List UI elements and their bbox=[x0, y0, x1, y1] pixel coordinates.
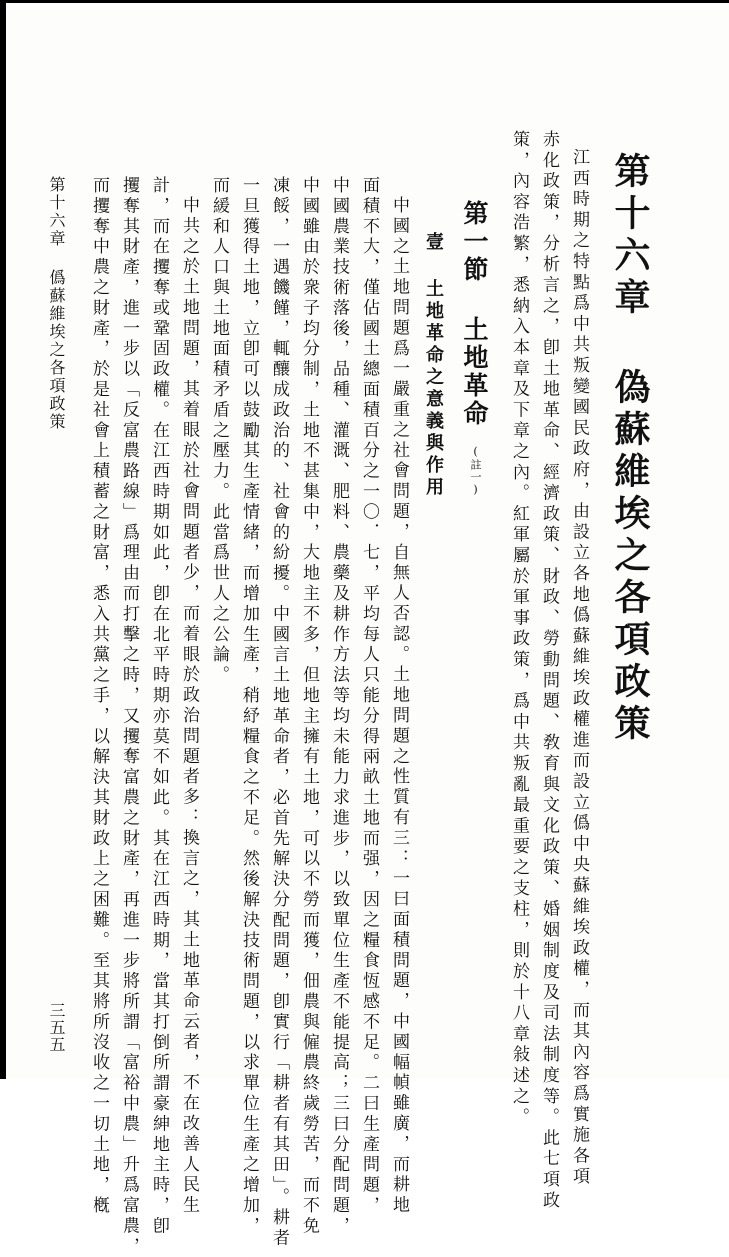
body-column-6: 一旦獲得土地，立卽可以鼓勵其生產情緒，而增加生產，稍紓糧食之不足。然後解決技術問題，以求單位生產之增加， bbox=[239, 176, 259, 1237]
body-column-10: 攫奪其財產，進一步以「反富農路線」爲理由而打擊之時，又攫奪富農之財產，再進一步將所謂「富裕中農」升爲富農， bbox=[119, 176, 139, 1257]
body-column-11: 而攫奪中農之財產，於是社會上積蓄之財富，悉入共黨之手，以解決其財政上之困難。至其將所沒收之一切土地，槪 bbox=[89, 176, 109, 1217]
body-column-3: 中國農業技術落後，品種、灌溉、肥料、農藥及耕作方法等均未能力求進步，以致單位生產不能提高；三曰分配問題， bbox=[329, 176, 349, 1237]
body-column-9: 計，而在攫奪或鞏固政權。在江西時期如此，卽在北平時期亦莫不如此。其在江西時期，當其打倒所謂豪紳地主時，卽 bbox=[149, 176, 169, 1237]
scan-border-top bbox=[0, 0, 729, 3]
scan-border-left bbox=[0, 0, 6, 1079]
page-number: 三五五 bbox=[47, 1002, 66, 1053]
intro-line-3: 策，內容浩繁，悉納入本章及下章之內。紅軍屬於軍事政策，爲中共叛亂最重要之支柱，則於十八章敍述之。 bbox=[509, 130, 529, 1129]
chapter-title: 第十六章 偽蘇維埃之各項政策 bbox=[609, 152, 651, 746]
body-column-2: 面積不大，僅佔國土總面積百分之一〇．七，平均每人只能分得兩畝土地而强，因之糧食恆感不足。二曰生產問題， bbox=[359, 176, 379, 1217]
body-column-8: 中共之於土地問題，其着眼於社會問題者少，而着眼於政治問題者多：換言之，其土地革命云者，不在改善人民生 bbox=[179, 196, 199, 1216]
section-title: 第一節 土地革命 bbox=[460, 200, 489, 428]
intro-line-1: 江西時期之特點爲中共叛變國民政府，由設立各地僞蘇維埃政權進而設立僞中央蘇維埃政權，而其內容爲實施各項 bbox=[569, 148, 589, 1188]
body-column-7: 而緩和人口與土地面積矛盾之壓力。此當爲世人之公論。 bbox=[209, 176, 229, 686]
body-column-4: 中國雖由於衆子均分制，土地不甚集中，大地主不多，但地主擁有土地，可以不勞而獲，佃農與僱農終歲勞苦，而不免 bbox=[299, 176, 319, 1237]
running-head: 第十六章 僞蘇維埃之各項政策 bbox=[47, 176, 66, 431]
section-note: (註一) bbox=[469, 445, 482, 497]
body-column-5: 凍餒，一遇饑饉，輒釀成政治的、社會的紛擾。中國言土地革命者，必首先解決分配問題，卽實行「耕者有其田」。耕者 bbox=[269, 176, 289, 1249]
intro-line-2: 赤化政策，分析言之，卽土地革命、經濟政策、財政、勞動問題、敎育與文化政策、婚姻制度及司法制度等。此七項政 bbox=[539, 130, 559, 1212]
body-column-1: 中國之土地問題爲一嚴重之社會問題，自無人否認。土地問題之性質有三：一曰面積問題，中國幅幀雖廣，而耕地 bbox=[389, 196, 409, 1216]
subsection-title: 壹 土地革命之意義與作用 bbox=[423, 232, 444, 499]
